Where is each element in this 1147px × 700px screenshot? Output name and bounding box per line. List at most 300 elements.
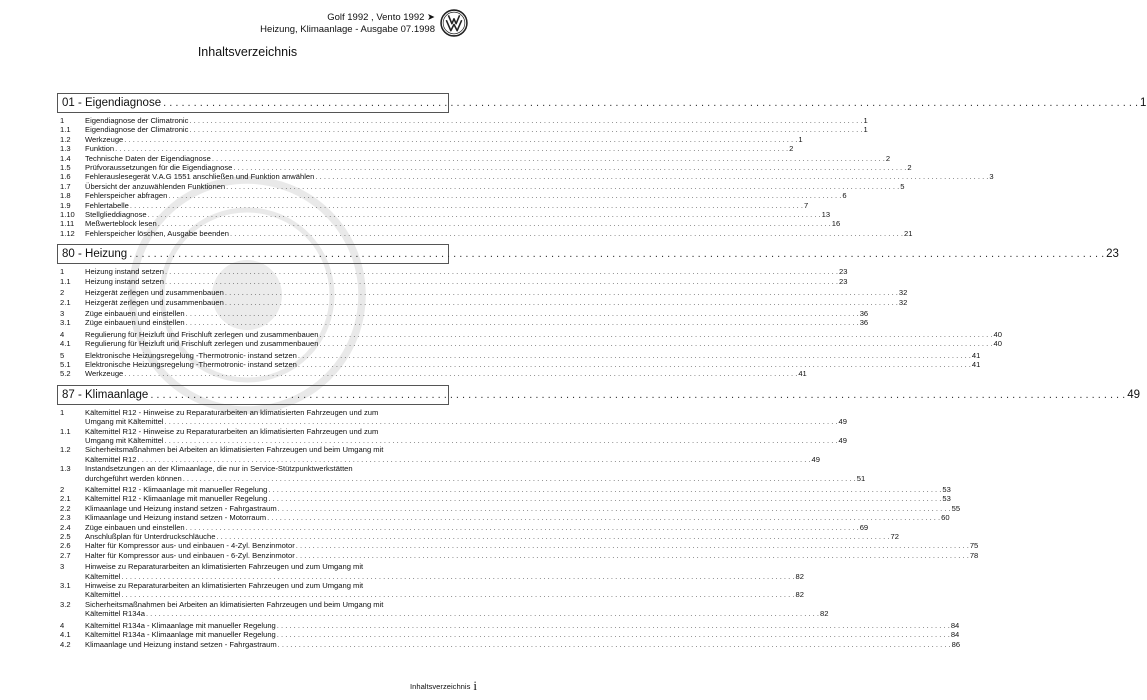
entry-title: Übersicht der anzuwählenden Funktionen — [85, 181, 226, 191]
chapter-title: 01 - Eigendiagnose — [62, 97, 162, 109]
chapter-page-number: 1 — [1140, 97, 1147, 109]
entry-title: Sicherheitsmaßnahmen bei Arbeiten an klimatisierten Fahrzeugen und beim Umgang mit — [85, 599, 384, 609]
entry-page-number: 6 — [842, 191, 847, 201]
chapter-title: 87 - Klimaanlage — [62, 388, 149, 401]
dot-leader: . . . . . . . . . . . . . . . . . . . . . . . . . . . . . . . . . . . . . . . . . . . . . . . . . . . . . . . . . . . . . . . . . . . . . . . . . . . . . . . . . . . . . . . . . . . . . . . . . . . . . . . . . . . . . . . . . . . . . . . . . . . . . . . . . . . . . . . . . . . . . . . . . . . . . . . . . . . . . . . . — [164, 267, 838, 277]
toc-entry[interactable] — [57, 172, 994, 182]
toc-entry[interactable] — [57, 191, 847, 201]
dot-leader: . . . . . . . . . . . . . . . . . . . . . . . . . . . . . . . . . . . . . . . . . . . . . . . . . . . . . . . . . . . . . . . . . . . . . . . . . . . . . . . . . . . . . . . . . . . . . . . . . . . . . . . . . . . . . . . . . . . . . . . . . . . . . . . . . . . . . . . . . . . . . . . . . . . . . . . . . . . . . . . . — [268, 494, 942, 504]
dot-leader: . . . . . . . . . . . . . . . . . . . . . . . . . . . . . . . . . . . . . . . . . . . . . . . . . . . . . . . . . . . . . . . . . . . . . . . . . . . . . . . . . . . . . . . . . . . . . . . . . . . . . . . . . . . . . . . . . . . . . . . . . . . . . . . . . . . . . . . . . . . . . . . . . . . . . . . . . . . . . . . . — [211, 153, 885, 163]
dot-leader: . . . . . . . . . . . . . . . . . . . . . . . . . . . . . . . . . . . . . . . . . . . . . . . . . . . . . . . . . . . . . . . . . . . . . . . . . . . . . . . . . . . . . . . . . . . . . . . . . . . . . . . . . . . . . . . . . . . . . . . . . . . . . . . . . . . . . . . . . . . . . . . . . . . . . . . . . . . . . . . . — [137, 454, 811, 464]
entry-text-block — [85, 339, 1002, 348]
entry-line — [85, 485, 951, 494]
entry-line — [85, 182, 904, 191]
toc-entry[interactable] — [57, 426, 847, 446]
entry-number: 1.2 — [60, 445, 71, 455]
entry-text-block — [85, 408, 847, 427]
entry-number: 2.6 — [60, 541, 71, 551]
entry-text-block — [85, 504, 960, 513]
entry-page-number: 1 — [863, 116, 868, 125]
toc-entry[interactable] — [57, 359, 981, 369]
toc-entry[interactable] — [57, 562, 804, 581]
entry-line — [85, 201, 808, 210]
dot-leader: . . . . . . . . . . . . . . . . . . . . . . . . . . . . . . . . . . . . . . . . . . . . . . . . . . . . . . . . . . . . . . . . . . . . . . . . . . . . . . . . . . . . . . . . . . . . . . . . . . . . . . . . . . . . . . . . . . . . . . . . . . . . . . . . . . . . . . . . . . . . . . . . . . . . . . . . . . . . . . . . — [182, 473, 856, 483]
page-footer — [410, 680, 477, 691]
entry-page-number: 69 — [859, 522, 869, 532]
chapter-title: 80 - Heizung — [62, 248, 128, 261]
toc-entry[interactable] — [57, 407, 847, 427]
dot-leader: . . . . . . . . . . . . . . . . . . . . . . . . . . . . . . . . . . . . . . . . . . . . . . . . . . . . . . . . . . . . . . . . . . . . . . . . . . . . . . . . . . . . . . . . . . . . . . . . . . . . . . . . . . . . . . . . . . . . . . . . . . . . . . . . . . . . . . . . . . . . . . . . . . . . . . . . . . . . . . . . — [121, 571, 795, 581]
entry-number: 1.12 — [60, 228, 75, 238]
toc-entry[interactable] — [57, 620, 960, 630]
toc-entry[interactable] — [57, 125, 868, 135]
dot-leader: . . . . . . . . . . . . . . . . . . . . . . . . . . . . . . . . . . . . . . . . . . . . . . . . . . . . . . . . . . . . . . . . . . . . . . . . . . . . . . . . . . . . . . . . . . . . . . . . . . . . . . . . . . . . . . . . . . . . . . . . . . . . . . . . . . . . . . . . . . . . . . . . . . . . . . . . . . . . . . . . — [277, 639, 951, 649]
chapter-section — [57, 385, 1141, 649]
dot-leader: . . . . . . . . . . . . . . . . . . . . . . . . . . . . . . . . . . . . . . . . . . . . . . . . . . . . . . . . . . . . . . . . . . . . . . . . . . . . . . . . . . . . . . . . . . . . . . . . . . . . . . . . . . . . . . . . . . . . . . . . . . . . . . . . . . . . . . . . . . . . . . . . . . . . . . . . . . . . . . . . — [129, 248, 1105, 261]
entry-page-number: 82 — [819, 609, 829, 619]
entry-number: 4.2 — [60, 639, 71, 649]
dot-leader: . . . . . . . . . . . . . . . . . . . . . . . . . . . . . . . . . . . . . . . . . . . . . . . . . . . . . . . . . . . . . . . . . . . . . . . . . . . . . . . . . . . . . . . . . . . . . . . . . . . . . . . . . . . . . . . . . . . . . . . . . . . . . . . . . . . . . . . . . . . . . . . . . . . . . . . . . . . . . . . . — [267, 513, 941, 523]
entry-title: Klimaanlage und Heizung instand setzen - Fahrgastraum — [85, 503, 277, 513]
entry-number: 2.4 — [60, 522, 71, 532]
entry-line — [85, 551, 978, 560]
entry-line — [85, 513, 950, 522]
entry-title: Kältemittel R134a — [85, 609, 145, 619]
entry-page-number: 13 — [821, 210, 831, 220]
entry-page-number: 49 — [811, 454, 820, 464]
entry-line — [85, 229, 912, 238]
toc-entry[interactable] — [57, 464, 866, 483]
entry-title: Klimaanlage und Heizung instand setzen - Motorraum — [85, 513, 267, 523]
toc-entry[interactable] — [57, 297, 908, 307]
entry-title: Heizgerät zerlegen und zusammenbauen — [85, 297, 224, 307]
entry-line — [85, 309, 868, 318]
dot-leader: . . . . . . . . . . . . . . . . . . . . . . . . . . . . . . . . . . . . . . . . . . . . . . . . . . . . . . . . . . . . . . . . . . . . . . . . . . . . . . . . . . . . . . . . . . . . . . . . . . . . . . . . . . . . . . . . . . . . . . . . . . . . . . . . . . . . . . . . . . . . . . . . . . . . . . . . . . . . . . . . — [124, 369, 798, 379]
toc-entry[interactable] — [57, 318, 869, 328]
entry-list — [57, 113, 994, 238]
entry-text-block — [85, 630, 959, 639]
entry-number: 2 — [60, 288, 65, 298]
entry-title: Fehlertabelle — [85, 200, 129, 210]
entry-text-block — [85, 600, 828, 619]
entry-number: 1.1 — [60, 426, 71, 436]
entry-line — [85, 298, 907, 307]
toc-entry[interactable] — [57, 581, 804, 600]
toc-entry[interactable] — [57, 288, 908, 298]
entry-page-number: 51 — [856, 473, 866, 483]
entry-text-block — [85, 288, 907, 297]
entry-text-block — [85, 369, 807, 378]
toc-entry[interactable] — [57, 153, 891, 163]
toc-entry[interactable] — [57, 228, 913, 238]
dot-leader: . . . . . . . . . . . . . . . . . . . . . . . . . . . . . . . . . . . . . . . . . . . . . . . . . . . . . . . . . . . . . . . . . . . . . . . . . . . . . . . . . . . . . . . . . . . . . . . . . . . . . . . . . . . . . . . . . . . . . . . . . . . . . . . . . . . . . . . . . . . . . . . . . . . . . . . . . . . . . . . . — [150, 388, 1126, 401]
entry-text-block — [85, 351, 980, 360]
entry-number: 1.1 — [60, 125, 71, 135]
dot-leader: . . . . . . . . . . . . . . . . . . . . . . . . . . . . . . . . . . . . . . . . . . . . . . . . . . . . . . . . . . . . . . . . . . . . . . . . . . . . . . . . . . . . . . . . . . . . . . . . . . . . . . . . . . . . . . . . . . . . . . . . . . . . . . . . . . . . . . . . . . . . . . . . . . . . . . . . . . . . . . . . — [224, 297, 898, 307]
dot-leader: . . . . . . . . . . . . . . . . . . . . . . . . . . . . . . . . . . . . . . . . . . . . . . . . . . . . . . . . . . . . . . . . . . . . . . . . . . . . . . . . . . . . . . . . . . . . . . . . . . . . . . . . . . . . . . . . . . . . . . . . . . . . . . . . . . . . . . . . . . . . . . . . . . . . . . . . . . . . . . . . — [168, 191, 842, 201]
entry-title: Instandsetzungen an der Klimaanlage, die nur in Service-Stützpunktwerkstätten — [85, 464, 353, 474]
entry-text-block — [85, 219, 840, 228]
dot-leader: . . . . . . . . . . . . . . . . . . . . . . . . . . . . . . . . . . . . . . . . . . . . . . . . . . . . . . . . . . . . . . . . . . . . . . . . . . . . . . . . . . . . . . . . . . . . . . . . . . . . . . . . . . . . . . . . . . . . . . . . . . . . . . . . . . . . . . . . . . . . . . . . . . . . . . . . . . . . . . . . — [277, 503, 951, 513]
dot-leader: . . . . . . . . . . . . . . . . . . . . . . . . . . . . . . . . . . . . . . . . . . . . . . . . . . . . . . . . . . . . . . . . . . . . . . . . . . . . . . . . . . . . . . . . . . . . . . . . . . . . . . . . . . . . . . . . . . . . . . . . . . . . . . . . . . . . . . . . . . . . . . . . . . . . . . . . . . . . . . . . — [319, 339, 993, 349]
chapter-heading[interactable] — [57, 385, 1141, 405]
entry-text-block — [85, 494, 951, 503]
entry-page-number: 75 — [969, 541, 979, 551]
dot-leader: . . . . . . . . . . . . . . . . . . . . . . . . . . . . . . . . . . . . . . . . . . . . . . . . . . . . . . . . . . . . . . . . . . . . . . . . . . . . . . . . . . . . . . . . . . . . . . . . . . . . . . . . . . . . . . . . . . . . . . . . . . . . . . . . . . . . . . . . . . . . . . . . . . . . . . . . . . . . . . . . — [164, 435, 838, 445]
entry-title: Hinweise zu Reparaturarbeiten an klimatisierten Fahrzeugen und zum Umgang mit — [85, 581, 364, 591]
entry-text-block — [85, 445, 820, 464]
toc-entry[interactable] — [57, 329, 1002, 339]
entry-line — [85, 191, 847, 200]
dot-leader: . . . . . . . . . . . . . . . . . . . . . . . . . . . . . . . . . . . . . . . . . . . . . . . . . . . . . . . . . . . . . . . . . . . . . . . . . . . . . . . . . . . . . . . . . . . . . . . . . . . . . . . . . . . . . . . . . . . . . . . . . . . . . . . . . . . . . . . . . . . . . . . . . . . . . . . . . . . . . . . . — [189, 116, 863, 125]
dot-leader: . . . . . . . . . . . . . . . . . . . . . . . . . . . . . . . . . . . . . . . . . . . . . . . . . . . . . . . . . . . . . . . . . . . . . . . . . . . . . . . . . . . . . . . . . . . . . . . . . . . . . . . . . . . . . . . . . . . . . . . . . . . . . . . . . . . . . . . . . . . . . . . . . . . . . . . . . . . . . . . . — [147, 210, 821, 220]
entry-page-number: 32 — [898, 297, 908, 307]
entry-page-number: 60 — [941, 513, 950, 523]
entry-text-block — [85, 318, 868, 327]
dot-leader: . . . . . . . . . . . . . . . . . . . . . . . . . . . . . . . . . . . . . . . . . . . . . . . . . . . . . . . . . . . . . . . . . . . . . . . . . . . . . . . . . . . . . . . . . . . . . . . . . . . . . . . . . . . . . . . . . . . . . . . . . . . . . . . . . . . . . . . . . . . . . . . . . . . . . . . . . . . . . . . . — [115, 144, 789, 154]
page-header — [0, 0, 495, 70]
entry-title: Kältemittel R12 - Klimaanlage mit manueller Regelung — [85, 494, 268, 504]
entry-text-block — [85, 229, 912, 238]
entry-line — [85, 572, 804, 581]
entry-text-block — [85, 562, 804, 581]
dot-leader: . . . . . . . . . . . . . . . . . . . . . . . . . . . . . . . . . . . . . . . . . . . . . . . . . . . . . . . . . . . . . . . . . . . . . . . . . . . . . . . . . . . . . . . . . . . . . . . . . . . . . . . . . . . . . . . . . . . . . . . . . . . . . . . . . . . . . . . . . . . . . . . . . . . . . . . . . . . . . . . . — [185, 308, 859, 318]
entry-page-number: 16 — [831, 219, 841, 229]
dot-leader: . . . . . . . . . . . . . . . . . . . . . . . . . . . . . . . . . . . . . . . . . . . . . . . . . . . . . . . . . . . . . . . . . . . . . . . . . . . . . . . . . . . . . . . . . . . . . . . . . . . . . . . . . . . . . . . . . . . . . . . . . . . . . . . . . . . . . . . . . . . . . . . . . . . . . . . . . . . . . . . . — [297, 359, 971, 369]
toc-entry[interactable] — [57, 276, 848, 286]
entry-line — [85, 523, 868, 532]
dot-leader: . . . . . . . . . . . . . . . . . . . . . . . . . . . . . . . . . . . . . . . . . . . . . . . . . . . . . . . . . . . . . . . . . . . . . . . . . . . . . . . . . . . . . . . . . . . . . . . . . . . . . . . . . . . . . . . . . . . . . . . . . . . . . . . . . . . . . . . . . . . . . . . . . . . . . . . . . . . . . . . . — [276, 630, 950, 640]
entry-page-number: 23 — [838, 267, 848, 277]
entry-text-block — [85, 116, 868, 125]
entry-title: Halter für Kompressor aus- und einbauen - 4-Zyl. Benzinmotor — [85, 541, 295, 551]
entry-line — [85, 532, 899, 541]
entry-line — [85, 600, 828, 609]
entry-title: Prüfvoraussetzungen für die Eigendiagnose — [85, 163, 233, 173]
entry-title: Züge einbauen und einstellen — [85, 522, 185, 532]
entry-line — [85, 427, 847, 436]
dot-leader: . . . . . . . . . . . . . . . . . . . . . . . . . . . . . . . . . . . . . . . . . . . . . . . . . . . . . . . . . . . . . . . . . . . . . . . . . . . . . . . . . . . . . . . . . . . . . . . . . . . . . . . . . . . . . . . . . . . . . . . . . . . . . . . . . . . . . . . . . . . . . . . . . . . . . . . . . . . . . . . . — [297, 350, 971, 360]
entry-number: 3 — [60, 562, 65, 572]
entry-page-number: 49 — [838, 435, 847, 445]
entry-page-number: 2 — [907, 163, 912, 173]
toc-entry[interactable] — [57, 445, 820, 464]
entry-page-number: 49 — [838, 417, 847, 427]
entry-line — [85, 330, 1002, 339]
entry-line — [85, 464, 865, 473]
dot-leader: . . . . . . . . . . . . . . . . . . . . . . . . . . . . . . . . . . . . . . . . . . . . . . . . . . . . . . . . . . . . . . . . . . . . . . . . . . . . . . . . . . . . . . . . . . . . . . . . . . . . . . . . . . . . . . . . . . . . . . . . . . . . . . . . . . . . . . . . . . . . . . . . . . . . . . . . . . . . . . . . — [319, 329, 993, 339]
entry-page-number: 82 — [795, 571, 804, 581]
entry-list — [57, 405, 979, 649]
entry-line — [85, 318, 868, 327]
toc-entry[interactable] — [57, 210, 831, 220]
entry-line — [85, 541, 978, 550]
entry-page-number: 21 — [904, 228, 913, 238]
entry-number: 4 — [60, 329, 65, 339]
entry-title: Fehlerspeicher abfragen — [85, 191, 168, 201]
toc-entry[interactable] — [57, 200, 809, 210]
entry-title: Kältemittel — [85, 590, 121, 600]
toc-entry[interactable] — [57, 599, 829, 619]
dot-leader: . . . . . . . . . . . . . . . . . . . . . . . . . . . . . . . . . . . . . . . . . . . . . . . . . . . . . . . . . . . . . . . . . . . . . . . . . . . . . . . . . . . . . . . . . . . . . . . . . . . . . . . . . . . . . . . . . . . . . . . . . . . . . . . . . . . . . . . . . . . . . . . . . . . . . . . . . . . . . . . . — [163, 97, 1139, 109]
entry-page-number: 32 — [898, 288, 908, 298]
entry-text-block — [85, 523, 868, 532]
entry-title: Halter für Kompressor aus- und einbauen - 6-Zyl. Benzinmotor — [85, 550, 295, 560]
entry-number: 3.2 — [60, 599, 71, 609]
dot-leader: . . . . . . . . . . . . . . . . . . . . . . . . . . . . . . . . . . . . . . . . . . . . . . . . . . . . . . . . . . . . . . . . . . . . . . . . . . . . . . . . . . . . . . . . . . . . . . . . . . . . . . . . . . . . . . . . . . . . . . . . . . . . . . . . . . . . . . . . . . . . . . . . . . . . . . . . . . . . . . . . — [268, 485, 942, 494]
entry-page-number: 78 — [969, 550, 979, 560]
toc-entry[interactable] — [57, 513, 950, 523]
entry-title: Kältemittel R12 — [85, 454, 137, 464]
table-of-contents — [57, 93, 1147, 649]
entry-text-block — [85, 201, 808, 210]
entry-text-block — [85, 144, 793, 153]
entry-number: 1.1 — [60, 276, 71, 286]
entry-number: 1.9 — [60, 200, 71, 210]
entry-page-number: 1 — [863, 125, 868, 135]
entry-number: 1.10 — [60, 210, 75, 220]
entry-text-block — [85, 309, 868, 318]
entry-page-number: 84 — [950, 630, 960, 640]
entry-number: 1.5 — [60, 163, 71, 173]
entry-page-number: 40 — [993, 329, 1002, 339]
entry-number: 1 — [60, 267, 65, 277]
entry-number: 1.7 — [60, 181, 71, 191]
entry-page-number: 36 — [859, 308, 869, 318]
dot-leader: . . . . . . . . . . . . . . . . . . . . . . . . . . . . . . . . . . . . . . . . . . . . . . . . . . . . . . . . . . . . . . . . . . . . . . . . . . . . . . . . . . . . . . . . . . . . . . . . . . . . . . . . . . . . . . . . . . . . . . . . . . . . . . . . . . . . . . . . . . . . . . . . . . . . . . . . . . . . . . . . — [145, 609, 819, 619]
entry-number: 1.8 — [60, 191, 71, 201]
entry-number: 1.11 — [60, 219, 75, 229]
toc-entry[interactable] — [57, 339, 1002, 349]
footer-label: Inhaltsverzeichnis — [410, 682, 471, 691]
entry-page-number: 36 — [859, 318, 869, 328]
dot-leader: . . . . . . . . . . . . . . . . . . . . . . . . . . . . . . . . . . . . . . . . . . . . . . . . . . . . . . . . . . . . . . . . . . . . . . . . . . . . . . . . . . . . . . . . . . . . . . . . . . . . . . . . . . . . . . . . . . . . . . . . . . . . . . . . . . . . . . . . . . . . . . . . . . . . . . . . . . . . . . . . — [124, 134, 798, 144]
entry-title: Anschlußplan für Unterdruckschläuche — [85, 532, 216, 542]
entry-line — [85, 154, 890, 163]
entry-text-block — [85, 191, 847, 200]
entry-text-block — [85, 532, 899, 541]
entry-text-block — [85, 267, 847, 276]
entry-title: Kältemittel — [85, 571, 121, 581]
entry-text-block — [85, 621, 959, 630]
entry-page-number: 41 — [971, 350, 981, 360]
toc-entry[interactable] — [57, 134, 803, 144]
entry-text-block — [85, 182, 904, 191]
entry-line — [85, 630, 959, 639]
toc-entry[interactable] — [57, 219, 841, 229]
entry-line — [85, 288, 907, 297]
toc-entry[interactable] — [57, 630, 960, 640]
toc-entry[interactable] — [57, 522, 869, 532]
toc-entry[interactable] — [57, 369, 807, 379]
entry-text-block — [85, 277, 847, 286]
entry-number: 4.1 — [60, 339, 71, 349]
entry-page-number: 2 — [789, 144, 794, 154]
toc-entry[interactable] — [57, 550, 979, 560]
chapter-heading[interactable] — [57, 93, 1147, 113]
toc-entry[interactable] — [57, 144, 794, 154]
entry-page-number: 2 — [885, 153, 891, 163]
entry-title: Heizung instand setzen — [85, 267, 164, 277]
entry-title: Eigendiagnose der Climatronic — [85, 116, 189, 125]
entry-title: Hinweise zu Reparaturarbeiten an klimatisierten Fahrzeugen und zum Umgang mit — [85, 562, 364, 572]
entry-title: Fehlerauslesegerät V.A.G 1551 anschließen und Funktion anwählen — [85, 172, 315, 182]
entry-line — [85, 351, 980, 360]
entry-title: Regulierung für Heizluft und Frischluft zerlegen und zusammenbauen — [85, 339, 319, 349]
toc-entry[interactable] — [57, 181, 905, 191]
chapter-section — [57, 93, 1147, 238]
entry-number: 1.3 — [60, 464, 71, 474]
entry-title: Heizung instand setzen — [85, 276, 164, 286]
entry-title: Werkzeuge — [85, 134, 124, 144]
entry-title: Elektronische Heizungsregelung -Thermotronic- instand setzen — [85, 359, 297, 369]
toc-entry[interactable] — [57, 494, 951, 504]
dot-leader: . . . . . . . . . . . . . . . . . . . . . . . . . . . . . . . . . . . . . . . . . . . . . . . . . . . . . . . . . . . . . . . . . . . . . . . . . . . . . . . . . . . . . . . . . . . . . . . . . . . . . . . . . . . . . . . . . . . . . . . . . . . . . . . . . . . . . . . . . . . . . . . . . . . . . . . . . . . . . . . . — [224, 288, 898, 298]
entry-page-number: 86 — [951, 639, 961, 649]
dot-leader: . . . . . . . . . . . . . . . . . . . . . . . . . . . . . . . . . . . . . . . . . . . . . . . . . . . . . . . . . . . . . . . . . . . . . . . . . . . . . . . . . . . . . . . . . . . . . . . . . . . . . . . . . . . . . . . . . . . . . . . . . . . . . . . . . . . . . . . . . . . . . . . . . . . . . . . . . . . . . . . . — [189, 125, 863, 135]
entry-text-block — [85, 135, 803, 144]
entry-text-block — [85, 210, 830, 219]
entry-page-number: 5 — [900, 181, 905, 191]
entry-number: 5.1 — [60, 359, 71, 369]
entry-line — [85, 504, 960, 513]
entry-page-number: 1 — [798, 134, 803, 144]
dot-leader: . . . . . . . . . . . . . . . . . . . . . . . . . . . . . . . . . . . . . . . . . . . . . . . . . . . . . . . . . . . . . . . . . . . . . . . . . . . . . . . . . . . . . . . . . . . . . . . . . . . . . . . . . . . . . . . . . . . . . . . . . . . . . . . . . . . . . . . . . . . . . . . . . . . . . . . . . . . . . . . . — [164, 417, 838, 427]
entry-text-block — [85, 485, 951, 494]
entry-page-number: 23 — [838, 276, 848, 286]
toc-entry[interactable] — [57, 503, 961, 513]
entry-page-number: 3 — [989, 172, 994, 182]
entry-title: Elektronische Heizungsregelung -Thermotronic- instand setzen — [85, 350, 297, 360]
page-title: Inhaltsverzeichnis — [197, 45, 298, 59]
entry-number: 3 — [60, 308, 65, 318]
entry-page-number: 53 — [942, 494, 951, 504]
entry-line — [85, 163, 912, 172]
dot-leader: . . . . . . . . . . . . . . . . . . . . . . . . . . . . . . . . . . . . . . . . . . . . . . . . . . . . . . . . . . . . . . . . . . . . . . . . . . . . . . . . . . . . . . . . . . . . . . . . . . . . . . . . . . . . . . . . . . . . . . . . . . . . . . . . . . . . . . . . . . . . . . . . . . . . . . . . . . . . . . . . — [121, 590, 795, 600]
entry-page-number: 41 — [798, 369, 807, 379]
toc-entry[interactable] — [57, 163, 912, 173]
entry-text-block — [85, 154, 890, 163]
dot-leader: . . . . . . . . . . . . . . . . . . . . . . . . . . . . . . . . . . . . . . . . . . . . . . . . . . . . . . . . . . . . . . . . . . . . . . . . . . . . . . . . . . . . . . . . . . . . . . . . . . . . . . . . . . . . . . . . . . . . . . . . . . . . . . . . . . . . . . . . . . . . . . . . . . . . . . . . . . . . . . . . — [295, 541, 969, 551]
dot-leader: . . . . . . . . . . . . . . . . . . . . . . . . . . . . . . . . . . . . . . . . . . . . . . . . . . . . . . . . . . . . . . . . . . . . . . . . . . . . . . . . . . . . . . . . . . . . . . . . . . . . . . . . . . . . . . . . . . . . . . . . . . . . . . . . . . . . . . . . . . . . . . . . . . . . . . . . . . . . . . . . — [276, 620, 950, 630]
toc-entry[interactable] — [57, 267, 848, 277]
entry-line — [85, 210, 830, 219]
entry-line — [85, 339, 1002, 348]
entry-page-number: 7 — [803, 200, 809, 210]
entry-number: 2.3 — [60, 513, 71, 523]
entry-line — [85, 436, 847, 445]
entry-title: Umgang mit Kältemittel — [85, 435, 164, 445]
entry-number: 1 — [60, 407, 65, 417]
entry-number: 3.1 — [60, 581, 71, 591]
entry-line — [85, 621, 959, 630]
entry-title: Züge einbauen und einstellen — [85, 308, 185, 318]
entry-line — [85, 277, 847, 286]
entry-line — [85, 125, 868, 134]
dot-leader: . . . . . . . . . . . . . . . . . . . . . . . . . . . . . . . . . . . . . . . . . . . . . . . . . . . . . . . . . . . . . . . . . . . . . . . . . . . . . . . . . . . . . . . . . . . . . . . . . . . . . . . . . . . . . . . . . . . . . . . . . . . . . . . . . . . . . . . . . . . . . . . . . . . . . . . . . . . . . . . . — [185, 318, 859, 328]
toc-entry[interactable] — [57, 116, 868, 125]
model-line: Golf 1992 , Vento 1992 ➤ — [327, 12, 435, 23]
entry-title: Eigendiagnose der Climatronic — [85, 125, 189, 135]
entry-page-number: 40 — [993, 339, 1002, 349]
footer-page-number: i — [473, 678, 477, 693]
entry-title: Kältemittel R12 - Klimaanlage mit manueller Regelung — [85, 485, 268, 494]
entry-number: 1.2 — [60, 134, 71, 144]
entry-page-number: 82 — [795, 590, 804, 600]
entry-number: 4.1 — [60, 630, 71, 640]
entry-title: Werkzeuge — [85, 369, 124, 379]
entry-number: 1.6 — [60, 172, 71, 182]
vw-logo-icon — [440, 9, 468, 37]
entry-number: 2.7 — [60, 550, 71, 560]
entry-text-block — [85, 360, 980, 369]
dot-leader: . . . . . . . . . . . . . . . . . . . . . . . . . . . . . . . . . . . . . . . . . . . . . . . . . . . . . . . . . . . . . . . . . . . . . . . . . . . . . . . . . . . . . . . . . . . . . . . . . . . . . . . . . . . . . . . . . . . . . . . . . . . . . . . . . . . . . . . . . . . . . . . . . . . . . . . . . . . . . . . . — [315, 172, 989, 182]
toc-entry[interactable] — [57, 639, 961, 649]
entry-number: 5 — [60, 350, 65, 360]
entry-title: Kältemittel R134a - Klimaanlage mit manueller Regelung — [85, 620, 276, 630]
entry-title: Kältemittel R12 - Hinweise zu Reparaturarbeiten an klimatisierten Fahrzeugen und zum — [85, 426, 379, 436]
chapter-page-number: 49 — [1127, 388, 1141, 401]
chapter-heading[interactable] — [57, 244, 1119, 264]
entry-line — [85, 219, 840, 228]
entry-line — [85, 360, 980, 369]
entry-number: 5.2 — [60, 369, 71, 379]
entry-number: 4 — [60, 620, 65, 630]
entry-line — [85, 144, 793, 153]
entry-list — [57, 264, 1002, 379]
toc-entry[interactable] — [57, 485, 951, 494]
entry-text-block — [85, 541, 978, 550]
entry-page-number: 53 — [942, 485, 951, 494]
entry-title: Züge einbauen und einstellen — [85, 318, 185, 328]
toc-entry[interactable] — [57, 532, 899, 542]
entry-title: Heizgerät zerlegen und zusammenbauen — [85, 288, 224, 298]
entry-text-block — [85, 330, 1002, 339]
entry-title: Kältemittel R12 - Hinweise zu Reparaturarbeiten an klimatisierten Fahrzeugen und zum — [85, 407, 379, 417]
entry-text-block — [85, 298, 907, 307]
entry-text-block — [85, 551, 978, 560]
entry-line — [85, 445, 820, 454]
entry-number: 1.4 — [60, 153, 71, 163]
toc-entry[interactable] — [57, 350, 981, 360]
entry-text-block — [85, 172, 994, 181]
entry-title: Funktion — [85, 144, 115, 154]
entry-number: 1.3 — [60, 144, 71, 154]
toc-entry[interactable] — [57, 541, 979, 551]
entry-number: 2.1 — [60, 297, 71, 307]
edition-line: Heizung, Klimaanlage - Ausgabe 07.1998 — [260, 24, 435, 35]
entry-line — [85, 494, 951, 503]
entry-title: Regulierung für Heizluft und Frischluft zerlegen und zusammenbauen — [85, 329, 319, 339]
toc-entry[interactable] — [57, 308, 869, 318]
dot-leader: . . . . . . . . . . . . . . . . . . . . . . . . . . . . . . . . . . . . . . . . . . . . . . . . . . . . . . . . . . . . . . . . . . . . . . . . . . . . . . . . . . . . . . . . . . . . . . . . . . . . . . . . . . . . . . . . . . . . . . . . . . . . . . . . . . . . . . . . . . . . . . . . . . . . . . . . . . . . . . . . — [216, 532, 890, 542]
entry-line — [85, 417, 847, 426]
entry-line — [85, 474, 865, 483]
entry-title: durchgeführt werden können — [85, 473, 182, 483]
entry-line — [85, 581, 804, 590]
entry-title: Fehlerspeicher löschen, Ausgabe beenden — [85, 228, 229, 238]
entry-number: 3.1 — [60, 318, 71, 328]
entry-line — [85, 369, 807, 378]
entry-title: Stellglieddiagnose — [85, 210, 147, 220]
chapter-page-number: 23 — [1106, 248, 1119, 261]
entry-line — [85, 640, 960, 649]
entry-text-block — [85, 640, 960, 649]
chapter-section — [57, 244, 1119, 379]
entry-text-block — [85, 163, 912, 172]
entry-text-block — [85, 464, 865, 483]
entry-title: Sicherheitsmaßnahmen bei Arbeiten an klimatisierten Fahrzeugen und beim Umgang mit — [85, 445, 384, 455]
